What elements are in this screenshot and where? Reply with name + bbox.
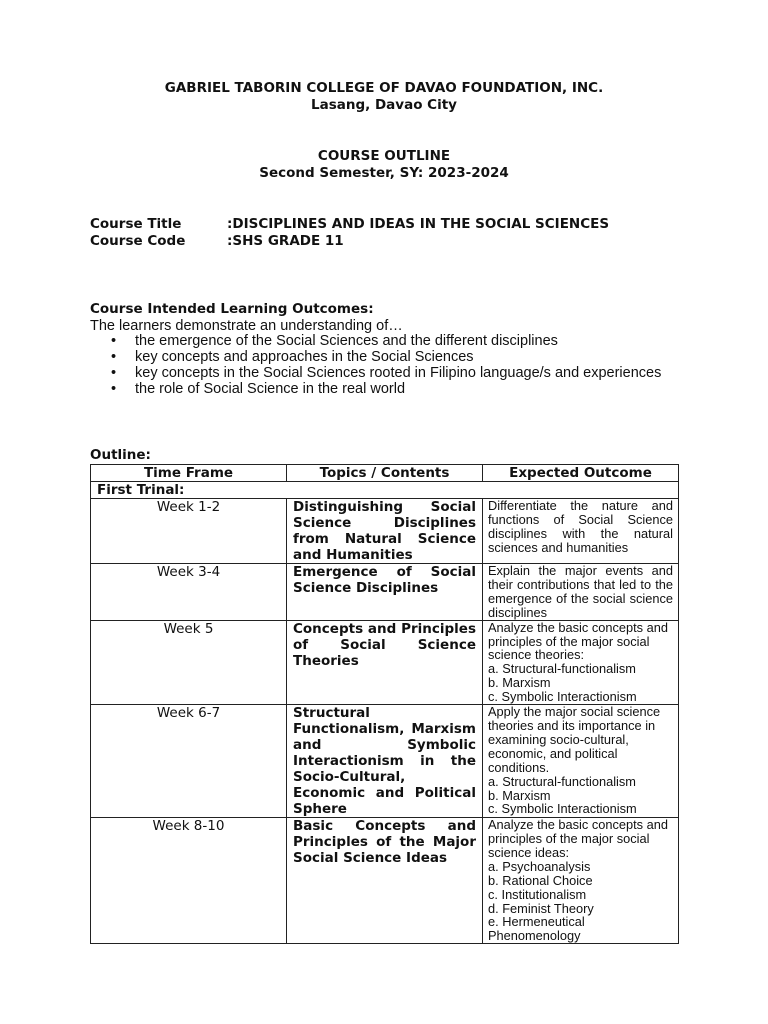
outcome-text: Differentiate the nature and functions of Social Science disciplines with the natural sciences and humanities bbox=[488, 498, 673, 555]
document-title: COURSE OUTLINE bbox=[317, 148, 451, 164]
outcome-item: b. Rational Choice bbox=[488, 872, 593, 888]
course-code-value: :SHS GRADE 11 bbox=[227, 233, 344, 249]
topic-cell: Basic Concepts and Principles of the Major Social Science Ideas bbox=[287, 818, 483, 944]
list-item: • key concepts and approaches in the Social Sciences bbox=[135, 349, 675, 365]
table-row bbox=[91, 499, 679, 564]
table-row bbox=[91, 564, 679, 621]
outcomes-intro: The learners demonstrate an understanding of… bbox=[90, 318, 403, 334]
outcome-text: Analyze the basic concepts and principles of the major social science ideas: bbox=[488, 817, 668, 860]
outcome-cell bbox=[483, 499, 679, 564]
week-cell: Week 5 bbox=[91, 620, 287, 704]
outcomes-heading: Course Intended Learning Outcomes: bbox=[90, 301, 374, 317]
semester-line: Second Semester, SY: 2023-2024 bbox=[259, 165, 509, 181]
outcome-item: a. Psychoanalysis bbox=[488, 858, 591, 874]
outcome-cell bbox=[483, 620, 679, 704]
institution-location: Lasang, Davao City bbox=[311, 97, 457, 113]
institution-name: GABRIEL TABORIN COLLEGE OF DAVAO FOUNDATION, INC. bbox=[164, 80, 604, 96]
topic-cell: Concepts and Principles of Social Science Theories bbox=[287, 620, 483, 704]
outcome-cell bbox=[483, 818, 679, 944]
outcome-text: Apply the major social science theories and its importance in examining socio-cultural, economic, and political conditions. bbox=[488, 704, 661, 775]
column-header-topics: Topics / Contents bbox=[287, 465, 483, 482]
course-code-label: Course Code bbox=[90, 233, 186, 249]
week-cell: Week 6-7 bbox=[91, 705, 287, 818]
section-label: First Trinal: bbox=[91, 482, 679, 499]
outcome-cell bbox=[483, 564, 679, 621]
week-cell: Week 8-10 bbox=[91, 818, 287, 944]
outcome-item: d. Feminist Theory bbox=[488, 900, 594, 916]
outcome-item: b. Marxism bbox=[488, 787, 551, 803]
table-header-row bbox=[91, 465, 679, 482]
table-row bbox=[91, 818, 679, 944]
section-row bbox=[91, 482, 679, 499]
outline-table bbox=[90, 464, 679, 944]
topic-cell: Emergence of Social Science Disciplines bbox=[287, 564, 483, 621]
outcome-item: c. Institutionalism bbox=[488, 886, 587, 902]
column-header-time-frame: Time Frame bbox=[91, 465, 287, 482]
table-row bbox=[91, 705, 679, 818]
week-cell: Week 1-2 bbox=[91, 499, 287, 564]
outcome-item: c. Symbolic Interactionism bbox=[488, 689, 637, 705]
topic-cell: Structural Functionalism, Marxism and Symbolic Interactionism in the Socio-Cultural, Economic and Political Sphere bbox=[287, 705, 483, 818]
column-header-outcome: Expected Outcome bbox=[483, 465, 679, 482]
outcome-text: Explain the major events and their contributions that led to the emergence of the social science disciplines bbox=[488, 563, 673, 620]
list-item: • key concepts in the Social Sciences rooted in Filipino language/s and experiences bbox=[135, 365, 675, 381]
course-title-value: :DISCIPLINES AND IDEAS IN THE SOCIAL SCIENCES bbox=[227, 216, 610, 232]
week-cell: Week 3-4 bbox=[91, 564, 287, 621]
table-row bbox=[91, 620, 679, 704]
list-item: • the role of Social Science in the real world bbox=[135, 381, 675, 397]
outcome-cell bbox=[483, 705, 679, 818]
outcome-item: c. Symbolic Interactionism bbox=[488, 801, 637, 817]
outline-heading: Outline: bbox=[90, 447, 151, 463]
course-title-label: Course Title bbox=[90, 216, 182, 232]
list-item: • the emergence of the Social Sciences and the different disciplines bbox=[135, 333, 675, 349]
outcomes-list bbox=[90, 333, 675, 397]
topic-cell: Distinguishing Social Science Disciplines from Natural Science and Humanities bbox=[287, 499, 483, 564]
outcome-text: Analyze the basic concepts and principles of the major social science theories: bbox=[488, 619, 668, 663]
outcome-item: a. Structural-functionalism bbox=[488, 661, 636, 677]
outcome-item: b. Marxism bbox=[488, 675, 551, 691]
outcome-item: a. Structural-functionalism bbox=[488, 773, 636, 789]
outcome-item: e. Hermeneutical Phenomenology bbox=[488, 914, 585, 944]
